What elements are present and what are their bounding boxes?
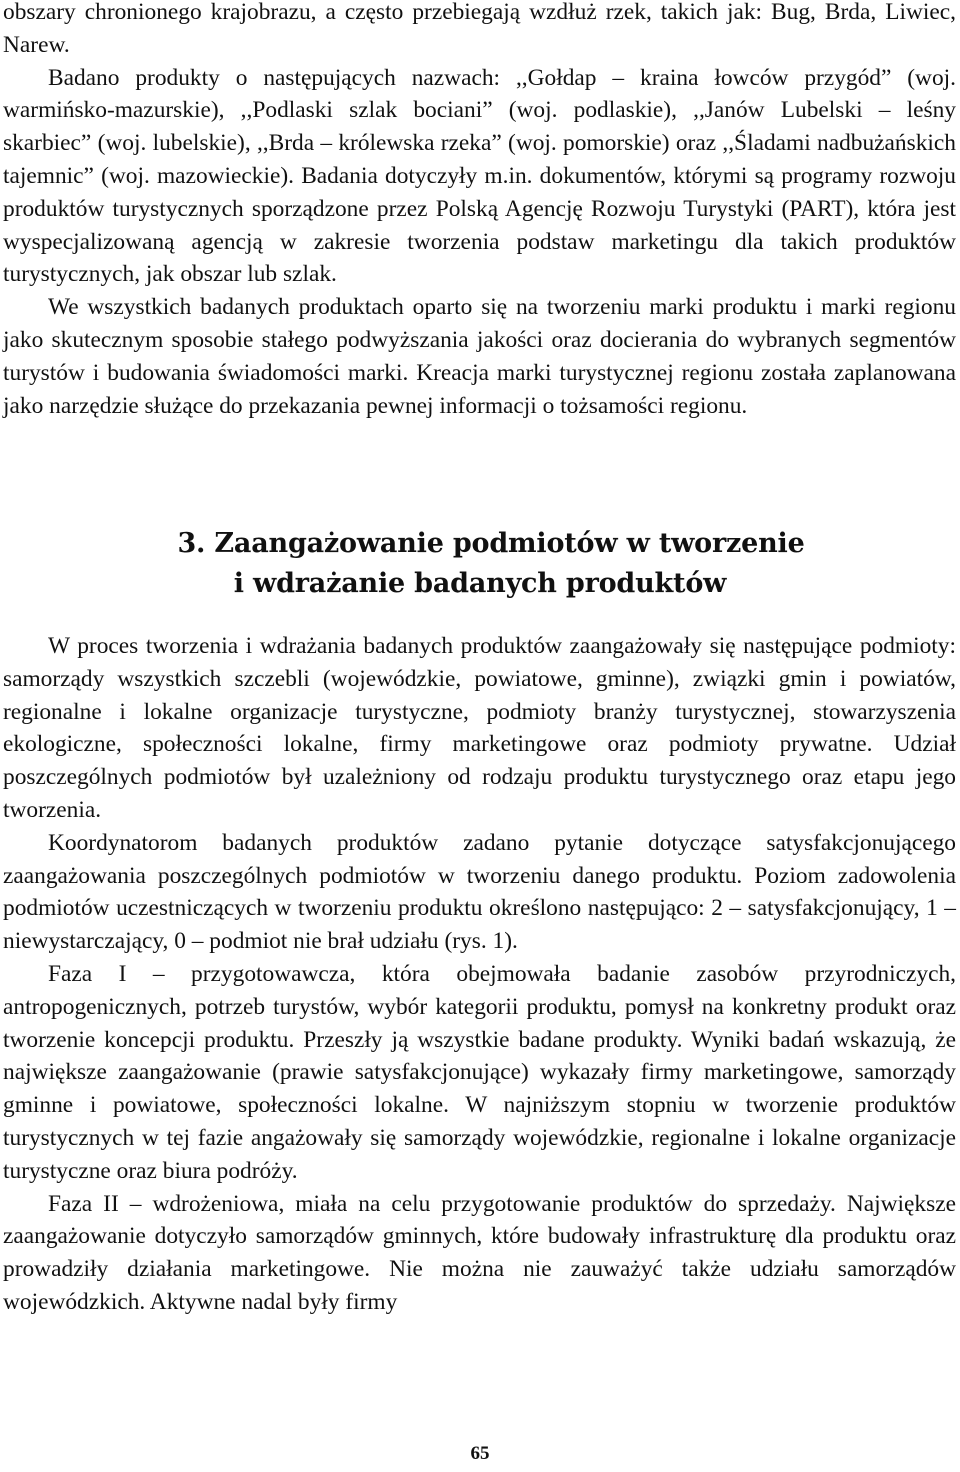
section-intro bbox=[3, 0, 956, 422]
page-number: 65 bbox=[470, 1443, 490, 1464]
paragraph: Faza II – wdrożeniowa, miała na celu przygotowanie produktów do sprzedaży. Największe zaangażowanie dotyczyło samorządów gminnych, które budowały infrastrukturę dla produktu oraz prowadziły działania marketingowe. Nie można nie zauważyć także udziału samorządów wojewódzkich. Aktywne nadal były firmy bbox=[3, 1190, 956, 1315]
section-heading-line: 3. Zaangażowanie podmiotów w tworzenie bbox=[177, 528, 805, 559]
paragraph: obszary chronionego krajobrazu, a często przebiegają wzdłuż rzek, takich jak: Bug, Brda, Liwiec, Narew. bbox=[3, 0, 956, 58]
section-engagement bbox=[3, 630, 956, 1319]
section-heading-line: i wdrażanie badanych produktów bbox=[233, 568, 727, 599]
paragraph: Koordynatorom badanych produktów zadano pytanie dotyczące satysfakcjonującego zaangażowania poszczególnych podmiotów w tworzeniu danego produktu. Poziom zadowolenia podmiotów uczestniczących w tworzeniu produktu określono następująco: 2 – satysfakcjonujący, 1 – niewystarczający, 0 – podmiot nie brał udziału (rys. 1). bbox=[3, 829, 956, 955]
paragraph: W proces tworzenia i wdrażania badanych produktów zaangażowały się następujące podmioty: samorządy wszystkich szczebli (wojewódzkie, powiatowe, gminne), związki gmin i powiatów, regionalne i lokalne organizacje turystyczne, podmioty branży turystycznej, stowarzyszenia ekologiczne, społeczności lokalne, firmy marketingowe oraz podmioty prywatne. Udział poszczególnych podmiotów był uzależniony od rodzaju produktu turystycznego oraz etapu jego tworzenia. bbox=[3, 633, 956, 823]
paragraph: Faza I – przygotowawcza, która obejmowała badanie zasobów przyrodniczych, antropogenicznych, potrzeb turystów, wybór kategorii produktu, pomysł na konkretny produkt oraz tworzenie koncepcji produktu. Przeszły ją wszystkie badane produkty. Wyniki badań wskazują, że największe zaangażowanie (prawie satysfakcjonujące) wykazały firmy marketingowe, samorządy gminne i powiatowe, społeczności lokalne. W najniższym stopniu w tworzenie produktów turystycznych w tej fazie angażowały się samorządy wojewódzkie, regionalne i lokalne organizacje turystyczne oraz biura podróży. bbox=[3, 960, 956, 1184]
paragraph: Badano produkty o następujących nazwach: ,,Gołdap – kraina łowców przygód” (woj. warmińsko-mazurskie), ,,Podlaski szlak bociani” (woj. podlaskie), ,,Janów Lubelski – leśny skarbiec” (woj. lubelskie), ,,Brda – królewska rzeka” (woj. pomorskie) oraz ,,Śladami nadbużańskich tajemnic” (woj. mazowieckie). Badania dotyczyły m.in. dokumentów, którymi są programy rozwoju produktów turystycznych sporządzone przez Polską Agencję Rozwoju Turystyki (PART), która jest wyspecjalizowaną agencją w zakresie tworzenia podstaw marketingu dla takich produktów turystycznych, jak obszar lub szlak. bbox=[3, 64, 956, 288]
paragraph: We wszystkich badanych produktach oparto się na tworzeniu marki produktu i marki regionu jako skutecznym sposobie stałego podwyższania jakości oraz docierania do wybranych segmentów turystów i budowania świadomości marki. Kreacja marki turystycznej regionu została zaplanowana jako narzędzie służące do przekazania pewnej informacji o tożsamości regionu. bbox=[3, 294, 956, 419]
section-heading bbox=[0, 524, 960, 604]
